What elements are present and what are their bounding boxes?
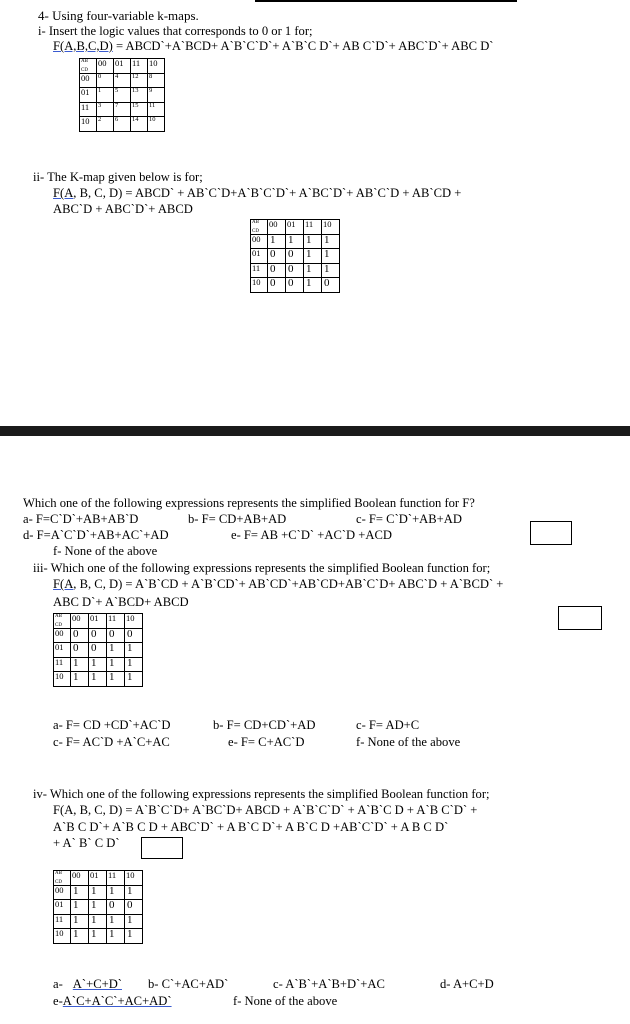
kmap-corner bbox=[54, 871, 71, 886]
kmap-part-iv bbox=[53, 870, 143, 944]
kmap-cell: 1 bbox=[89, 672, 107, 687]
iii-option-a[interactable]: a- F= CD +CD`+AC`D bbox=[53, 718, 171, 732]
kmap-cell: 1 bbox=[107, 643, 125, 658]
kmap-cell: 1 bbox=[322, 234, 340, 249]
col-header: 10 bbox=[125, 614, 143, 629]
kmap-cell: 1 bbox=[89, 657, 107, 672]
col-header: 10 bbox=[125, 871, 143, 886]
kmap-cell: 1 bbox=[71, 657, 89, 672]
col-header: 00 bbox=[71, 871, 89, 886]
part-iv-function-cont2: + A` B` C D` bbox=[53, 836, 120, 850]
corner-ab-label: AB bbox=[252, 220, 259, 225]
kmap-cell[interactable]: 13 bbox=[131, 88, 148, 103]
iii-option-c2[interactable]: c- F= AC`D +A`C+AC bbox=[53, 735, 170, 749]
kmap-cell: 0 bbox=[107, 900, 125, 915]
row-header: 11 bbox=[54, 657, 71, 672]
kmap-cell: 0 bbox=[71, 628, 89, 643]
kmap-cell: 0 bbox=[268, 249, 286, 264]
kmap-cell: 1 bbox=[89, 885, 107, 900]
kmap-cell: 0 bbox=[286, 278, 304, 293]
kmap-cell: 1 bbox=[107, 929, 125, 944]
kmap-cell: 1 bbox=[125, 885, 143, 900]
kmap-cell: 0 bbox=[268, 278, 286, 293]
kmap-cell[interactable]: 0 bbox=[97, 73, 114, 88]
kmap-cell: 0 bbox=[268, 263, 286, 278]
kmap-cell: 1 bbox=[125, 929, 143, 944]
kmap-cell: 1 bbox=[71, 900, 89, 915]
kmap-cell: 0 bbox=[125, 628, 143, 643]
col-header: 00 bbox=[71, 614, 89, 629]
col-header: 11 bbox=[107, 871, 125, 886]
kmap-part-iii bbox=[53, 613, 143, 687]
row-header: 00 bbox=[80, 73, 97, 88]
kmap-cell[interactable]: 12 bbox=[131, 73, 148, 88]
row-header: 11 bbox=[80, 102, 97, 117]
kmap-cell[interactable]: 14 bbox=[131, 117, 148, 132]
kmap-cell: 1 bbox=[268, 234, 286, 249]
option-a-underline bbox=[63, 987, 73, 988]
option-e-prefix: e- bbox=[53, 994, 63, 1008]
question-text: Which one of the following expressions represents the simplified Boolean function for F? bbox=[23, 496, 475, 510]
iv-option-e[interactable] bbox=[53, 995, 172, 1008]
kmap-cell: 1 bbox=[89, 929, 107, 944]
part-iv-function-cont: A`B C D`+ A`B C D + ABC`D` + A B`C D`+ A B`C D +AB`C`D` + A B C D` bbox=[53, 820, 449, 834]
corner-ab-label: AB bbox=[55, 871, 62, 876]
kmap-cell[interactable]: 8 bbox=[148, 73, 165, 88]
part-iii-function bbox=[53, 578, 503, 591]
kmap-cell: 1 bbox=[125, 672, 143, 687]
kmap-cell: 0 bbox=[89, 628, 107, 643]
iii-option-e[interactable]: e- F= C+AC`D bbox=[228, 735, 305, 749]
kmap-cell[interactable]: 15 bbox=[131, 102, 148, 117]
kmap-cell[interactable]: 6 bbox=[114, 117, 131, 132]
kmap-cell: 1 bbox=[322, 249, 340, 264]
row-header: 10 bbox=[54, 672, 71, 687]
col-header: 01 bbox=[114, 59, 131, 74]
section-title: 4- Using four-variable k-maps. bbox=[38, 8, 199, 23]
row-header: 10 bbox=[80, 117, 97, 132]
kmap-cell: 1 bbox=[71, 914, 89, 929]
iv-option-d[interactable]: d- A+C+D bbox=[440, 977, 494, 991]
part-i-instruction: i- Insert the logic values that corresponds to 0 or 1 for; bbox=[38, 24, 313, 38]
iv-option-c[interactable]: c- A`B`+A`B+D`+AC bbox=[273, 977, 385, 991]
row-header: 01 bbox=[251, 249, 268, 264]
iii-option-f[interactable]: f- None of the above bbox=[356, 735, 461, 749]
col-header: 01 bbox=[89, 871, 107, 886]
part-iii-function-cont: ABC D`+ A`BCD+ ABCD bbox=[53, 595, 189, 609]
kmap-cell: 0 bbox=[322, 278, 340, 293]
part-iv-function: F(A, B, C, D) = A`B`C`D+ A`BC`D+ ABCD + A`B`C`D` + A`B`C D + A`B C`D` + bbox=[53, 803, 478, 817]
function-name: F(A bbox=[53, 577, 74, 591]
kmap-cell: 1 bbox=[304, 249, 322, 264]
option-f[interactable]: f- None of the above bbox=[53, 544, 158, 558]
kmap-cell: 1 bbox=[71, 885, 89, 900]
corner-cd-label: CD bbox=[252, 228, 259, 234]
kmap-cell: 1 bbox=[322, 263, 340, 278]
function-expression: , B, C, D) = A`B`CD + A`B`CD`+ AB`CD`+AB`CD+AB`C`D+ ABC`D + A`BCD` + bbox=[73, 577, 504, 591]
col-header: 00 bbox=[97, 59, 114, 74]
kmap-part-ii bbox=[250, 219, 340, 293]
part-iv-title: iv- Which one of the following expressions represents the simplified Boolean function for; bbox=[33, 787, 490, 801]
row-header: 10 bbox=[251, 278, 268, 293]
row-header: 00 bbox=[54, 628, 71, 643]
option-a-prefix: a- bbox=[53, 977, 63, 991]
col-header: 11 bbox=[304, 220, 322, 235]
kmap-cell[interactable]: 1 bbox=[97, 88, 114, 103]
kmap-cell: 0 bbox=[71, 643, 89, 658]
kmap-cell[interactable]: 10 bbox=[148, 117, 165, 132]
kmap-cell: 1 bbox=[71, 929, 89, 944]
kmap-cell: 1 bbox=[107, 672, 125, 687]
part-ii-title: ii- The K-map given below is for; bbox=[33, 170, 203, 184]
kmap-cell: 0 bbox=[89, 643, 107, 658]
kmap-cell[interactable]: 5 bbox=[114, 88, 131, 103]
part-ii-function bbox=[53, 187, 461, 200]
function-name: F(A,B,C,D) bbox=[53, 39, 113, 53]
kmap-cell: 1 bbox=[89, 900, 107, 915]
option-a-body: A`+C+D` bbox=[72, 977, 122, 991]
kmap-cell: 1 bbox=[286, 234, 304, 249]
row-header: 01 bbox=[80, 88, 97, 103]
answer-box-iv[interactable] bbox=[141, 837, 183, 859]
corner-cd-label: CD bbox=[55, 622, 62, 628]
col-header: 01 bbox=[89, 614, 107, 629]
option-b[interactable]: b- F= CD+AB+AD bbox=[188, 512, 287, 526]
col-header: 01 bbox=[286, 220, 304, 235]
kmap-cell: 1 bbox=[125, 657, 143, 672]
kmap-cell: 1 bbox=[125, 914, 143, 929]
kmap-cell[interactable]: 11 bbox=[148, 102, 165, 117]
kmap-cell: 0 bbox=[286, 263, 304, 278]
kmap-corner bbox=[80, 59, 97, 74]
option-e-body: A`C+A`C`+AC+AD` bbox=[62, 994, 172, 1008]
col-header: 10 bbox=[322, 220, 340, 235]
function-expression: , B, C, D) = ABCD` + AB`C`D+A`B`C`D`+ A`BC`D`+ AB`C`D + AB`CD + bbox=[73, 186, 462, 200]
page-separator bbox=[0, 426, 630, 436]
kmap-cell[interactable]: 4 bbox=[114, 73, 131, 88]
corner-ab-label: AB bbox=[81, 59, 88, 64]
iii-option-c[interactable]: c- F= AD+C bbox=[356, 718, 420, 732]
col-header: 00 bbox=[268, 220, 286, 235]
top-rule bbox=[255, 0, 517, 2]
part-i-function bbox=[53, 40, 494, 53]
answer-box-iii[interactable] bbox=[558, 606, 602, 630]
kmap-cell: 0 bbox=[107, 628, 125, 643]
corner-ab-label: AB bbox=[55, 614, 62, 619]
kmap-cell: 1 bbox=[304, 234, 322, 249]
row-header: 00 bbox=[54, 885, 71, 900]
iv-option-a[interactable] bbox=[53, 978, 122, 991]
option-e[interactable]: e- F= AB +C`D` +AC`D +ACD bbox=[231, 528, 392, 542]
iv-option-f[interactable]: f- None of the above bbox=[233, 994, 338, 1008]
kmap-cell[interactable]: 2 bbox=[97, 117, 114, 132]
option-a[interactable]: a- F=C`D`+AB+AB`D bbox=[23, 512, 139, 526]
option-d[interactable]: d- F=A`C`D`+AB+AC`+AD bbox=[23, 528, 169, 542]
row-header: 11 bbox=[251, 263, 268, 278]
kmap-cell: 1 bbox=[89, 914, 107, 929]
kmap-part-i bbox=[79, 58, 165, 132]
kmap-corner bbox=[54, 614, 71, 629]
kmap-cell: 1 bbox=[304, 278, 322, 293]
kmap-cell: 0 bbox=[286, 249, 304, 264]
part-ii-function-cont: ABC`D + ABC`D`+ ABCD bbox=[53, 202, 193, 216]
corner-cd-label: CD bbox=[55, 879, 62, 885]
function-expression: = ABCD`+A`BCD+ A`B`C`D`+ A`B`C D`+ AB C`D`+ ABC`D`+ ABC D` bbox=[112, 39, 494, 53]
answer-box-ii[interactable] bbox=[530, 521, 572, 545]
col-header: 11 bbox=[131, 59, 148, 74]
kmap-corner bbox=[251, 220, 268, 235]
iv-option-b[interactable]: b- C`+AC+AD` bbox=[148, 977, 229, 991]
kmap-cell: 1 bbox=[304, 263, 322, 278]
kmap-cell[interactable]: 9 bbox=[148, 88, 165, 103]
kmap-cell: 1 bbox=[107, 914, 125, 929]
col-header: 11 bbox=[107, 614, 125, 629]
kmap-cell: 1 bbox=[107, 657, 125, 672]
row-header: 01 bbox=[54, 643, 71, 658]
corner-cd-label: CD bbox=[81, 67, 88, 73]
kmap-cell: 1 bbox=[107, 885, 125, 900]
kmap-cell: 1 bbox=[125, 643, 143, 658]
kmap-cell: 0 bbox=[125, 900, 143, 915]
row-header: 01 bbox=[54, 900, 71, 915]
kmap-cell[interactable]: 7 bbox=[114, 102, 131, 117]
row-header: 10 bbox=[54, 929, 71, 944]
col-header: 10 bbox=[148, 59, 165, 74]
function-name: F(A bbox=[53, 186, 74, 200]
row-header: 00 bbox=[251, 234, 268, 249]
option-c[interactable]: c- F= C`D`+AB+AD bbox=[356, 512, 462, 526]
kmap-cell: 1 bbox=[71, 672, 89, 687]
part-iii-title: iii- Which one of the following expressions represents the simplified Boolean function for; bbox=[33, 561, 491, 575]
kmap-cell[interactable]: 3 bbox=[97, 102, 114, 117]
iii-option-b[interactable]: b- F= CD+CD`+AD bbox=[213, 718, 316, 732]
row-header: 11 bbox=[54, 914, 71, 929]
